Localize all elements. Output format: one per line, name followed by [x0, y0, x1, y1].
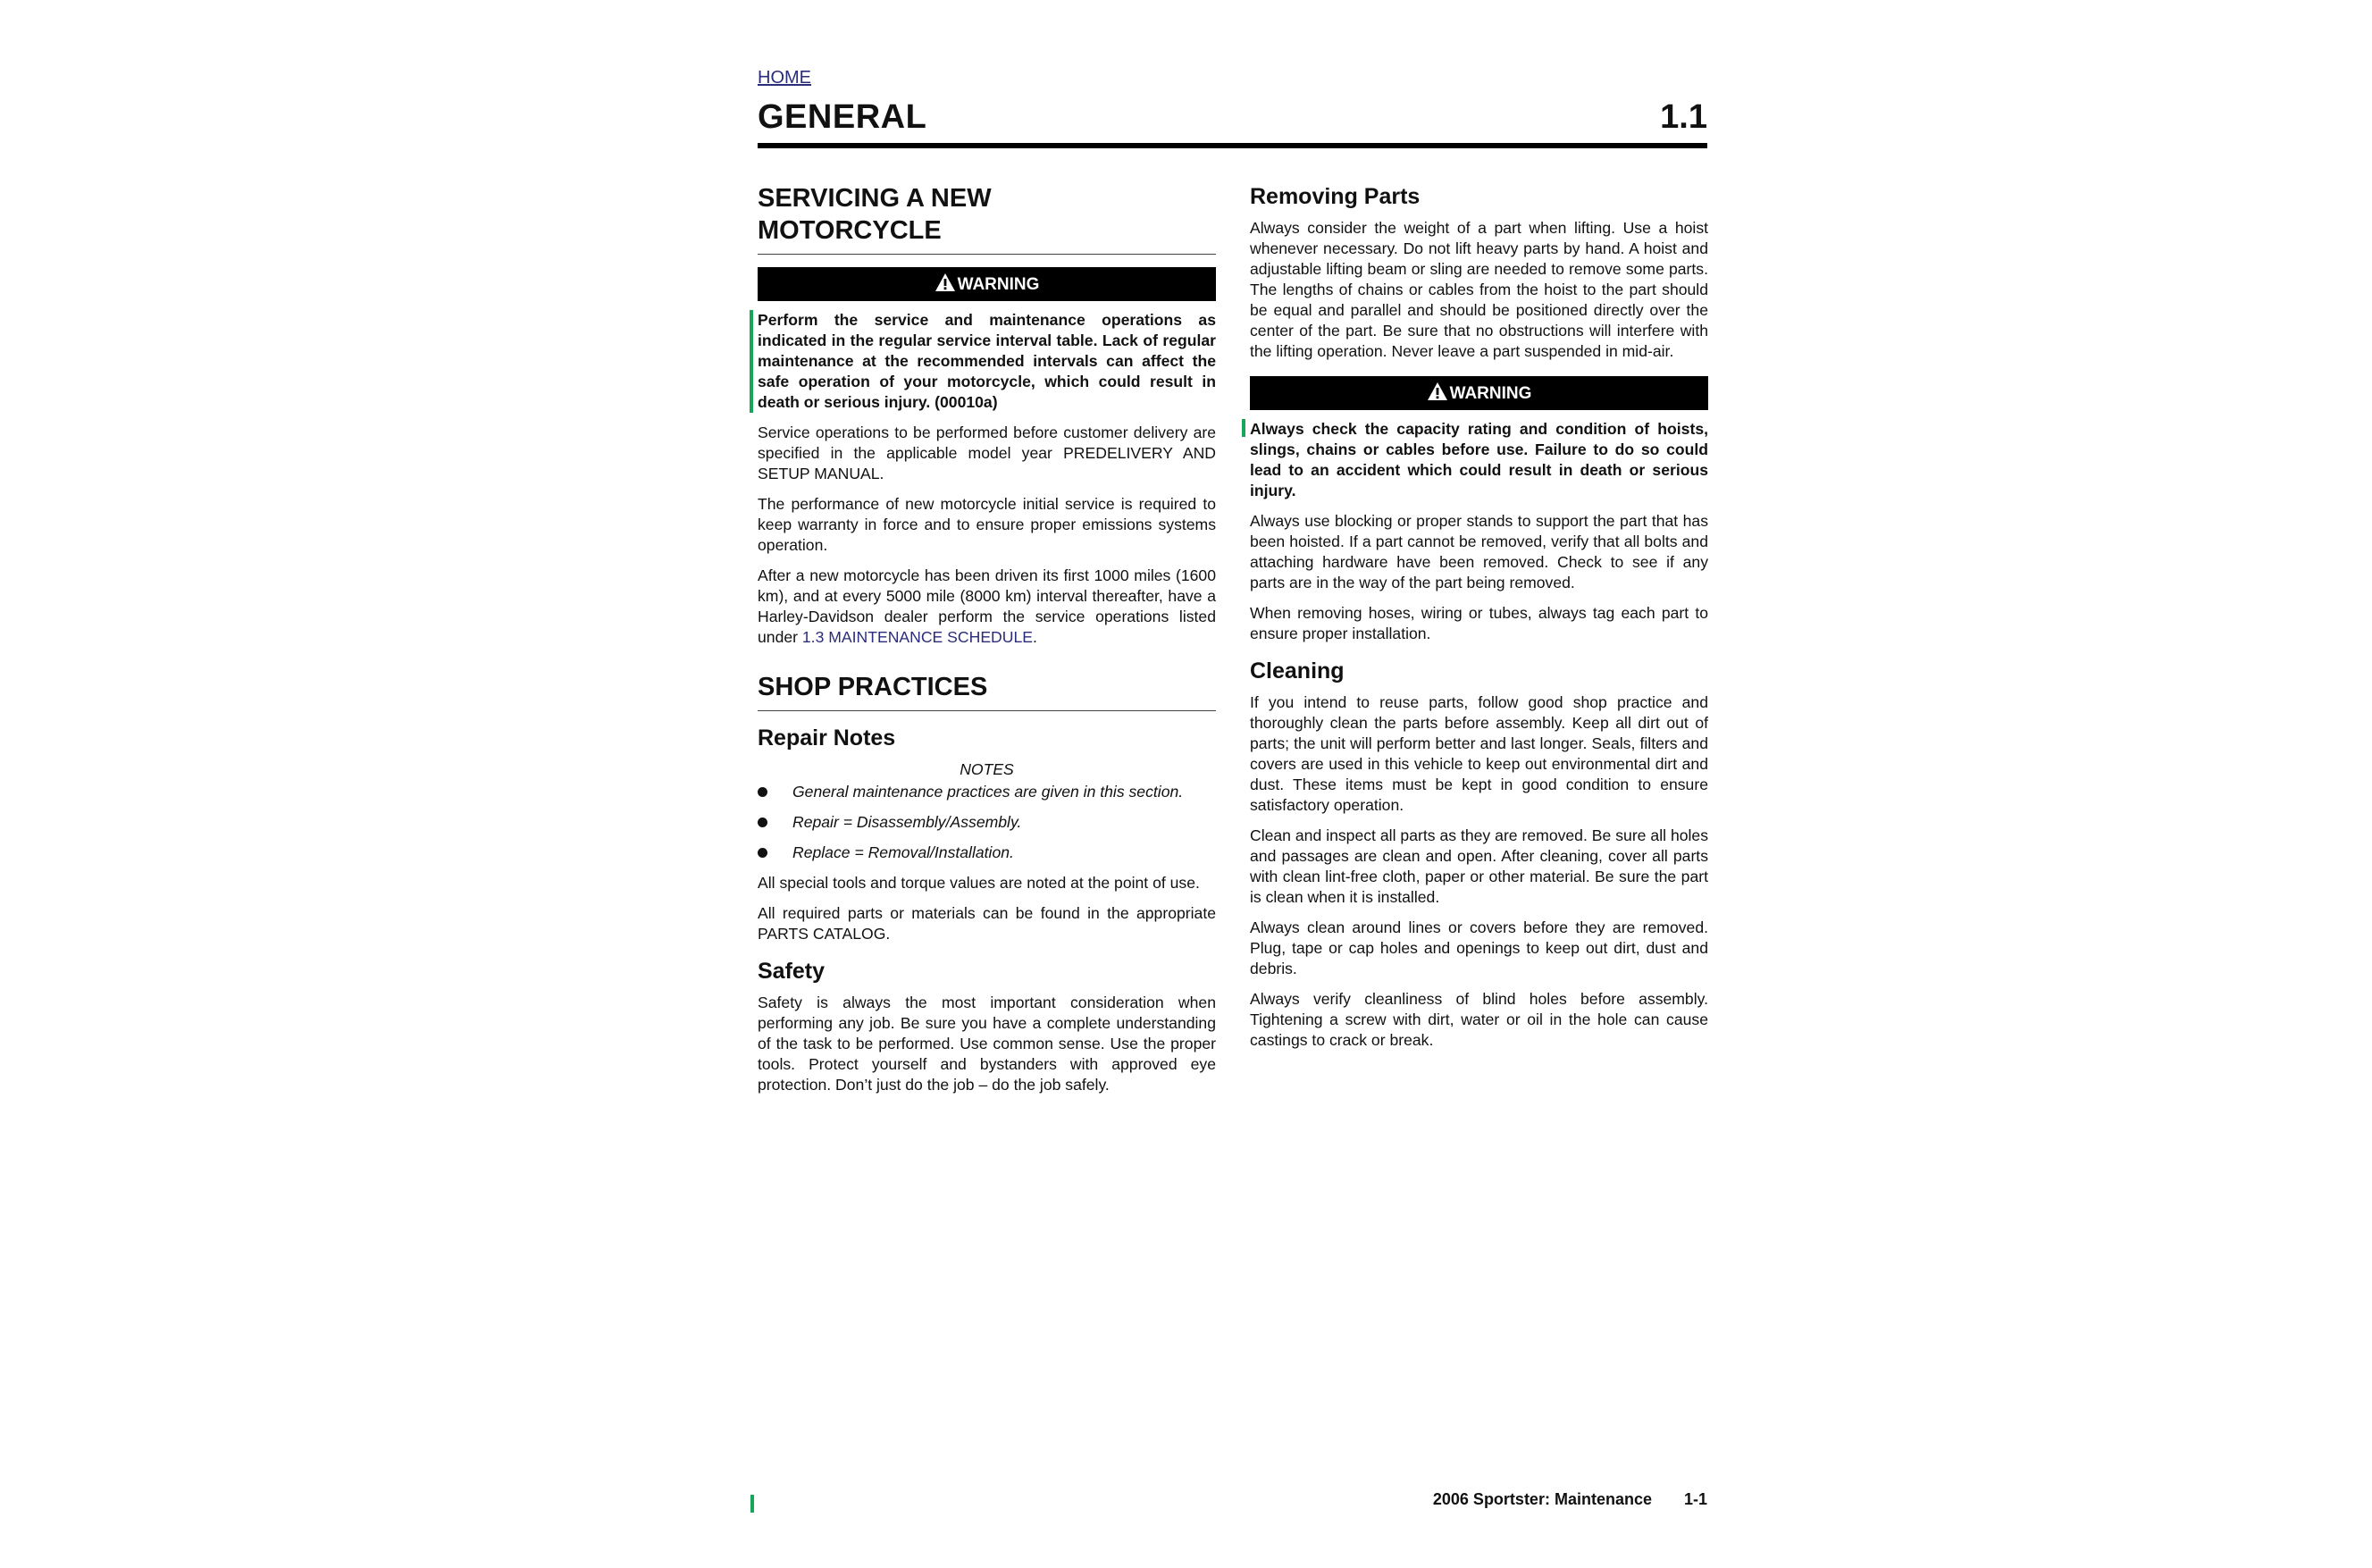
warning-message: Always check the capacity rating and condition of hoists, slings, chains or cables before use. Failure to do so could lead to an accident which could result in death or serious injury.: [1250, 420, 1708, 499]
subheading-cleaning: Cleaning: [1250, 658, 1345, 683]
subheading-repair-notes: Repair Notes: [758, 725, 896, 750]
revision-bar: [1242, 419, 1245, 437]
bullet-icon: [758, 848, 767, 858]
note-text: Repair = Disassembly/Assembly.: [792, 813, 1022, 831]
paragraph: The performance of new motorcycle initial service is required to keep warranty in force and to ensure proper emissions systems operation.: [758, 495, 1216, 554]
page-footer: [1433, 1490, 1707, 1509]
section-heading-servicing: SERVICING A NEW MOTORCYCLE: [758, 184, 992, 245]
paragraph: Always use blocking or proper stands to support the part that has been hoisted. If a part cannot be removed, verify that all bolts and attaching hardware have been removed. Check to see if any parts are in the way of the part being removed.: [1250, 512, 1708, 591]
paragraph-text: .: [1033, 628, 1037, 646]
bullet-icon: [758, 818, 767, 827]
warning-triangle-icon: [1427, 382, 1448, 401]
paragraph: [758, 566, 1216, 648]
maintenance-schedule-link[interactable]: 1.3 MAINTENANCE SCHEDULE: [801, 628, 1033, 646]
warning-text: [758, 310, 1216, 413]
paragraph: Always clean around lines or covers before they are removed. Plug, tape or cap holes and openings to keep out dirt, dust and debris.: [1250, 918, 1708, 977]
left-column: [758, 182, 1216, 1105]
page-number: 1-1: [1683, 1490, 1707, 1508]
paragraph: All special tools and torque values are noted at the point of use.: [758, 874, 1200, 892]
bullet-icon: [758, 787, 767, 797]
paragraph-text: After a new motorcycle has been driven its first 1000 miles (1600 km), and at every 5000 mile (8000 km) interval thereafter, have a Harley-Davidson dealer perform the service operations listed under: [758, 566, 1216, 646]
home-link[interactable]: HOME: [758, 68, 811, 88]
list-item: [758, 782, 1216, 802]
page-header: [758, 93, 1707, 148]
paragraph: When removing hoses, wiring or tubes, always tag each part to ensure proper installation.: [1250, 604, 1708, 642]
paragraph: Always verify cleanliness of blind holes before assembly. Tightening a screw with dirt, water or oil in the hole can cause castings to crack or break.: [1250, 990, 1708, 1049]
warning-label: WARNING: [1449, 383, 1532, 403]
paragraph: If you intend to reuse parts, follow good shop practice and thoroughly clean the parts before assembly. Keep all dirt out of parts; the unit will perform better and last longer. Seals, filters and covers are used in this vehicle to keep out environmental dirt and dust. These items must be kept in good condition to ensure satisfactory operation.: [1250, 693, 1708, 814]
notes-title: NOTES: [960, 760, 1014, 778]
warning-message: Perform the service and maintenance operations as indicated in the regular service interval table. Lack of regular maintenance at the recommended intervals can affect the safe operation of your motorcycle, which could result in death or serious injury. (00010a): [758, 311, 1216, 411]
revision-bar: [750, 310, 753, 413]
right-column: [1250, 182, 1708, 1061]
list-item: [758, 812, 1216, 833]
note-text: General maintenance practices are given in this section.: [792, 783, 1184, 801]
warning-banner: [758, 267, 1216, 301]
paragraph: Safety is always the most important consideration when performing any job. Be sure you have a complete understanding of the task to be performed. Use common sense. Use the proper tools. Protect yourself and bystanders with approved eye protection. Don’t just do the job – do the job safely.: [758, 994, 1216, 1094]
paragraph: Always consider the weight of a part when lifting. Use a hoist whenever necessary. Do not lift heavy parts by hand. A hoist and adjustable lifting beam or sling are needed to remove some parts. The lengths of chains or cables from the hoist to the part should be equal and parallel and should be positioned directly over the center of the part. Be sure that no obstructions will interfere with the lifting operation. Never leave a part suspended in mid-air.: [1250, 219, 1708, 360]
revision-bar: [750, 1495, 754, 1513]
warning-label: WARNING: [957, 274, 1040, 294]
paragraph: Clean and inspect all parts as they are removed. Be sure all holes and passages are clean and open. After cleaning, cover all parts with clean lint-free cloth, paper or other material. Be sure the part is clean when it is installed.: [1250, 826, 1708, 906]
list-item: [758, 843, 1216, 863]
section-rule: [758, 254, 1216, 255]
manual-page: [758, 59, 1707, 1524]
paragraph: Service operations to be performed before customer delivery are specified in the applicable model year PREDELIVERY AND SETUP MANUAL.: [758, 423, 1216, 482]
warning-banner: [1250, 376, 1708, 410]
warning-text: [1250, 419, 1708, 501]
warning-triangle-icon: [935, 273, 956, 292]
section-heading-shop-practices: SHOP PRACTICES: [758, 671, 1216, 711]
page-title: GENERAL: [758, 98, 927, 136]
subheading-removing-parts: Removing Parts: [1250, 184, 1421, 209]
subheading-safety: Safety: [758, 959, 826, 984]
manual-name: 2006 Sportster: Maintenance: [1432, 1490, 1652, 1508]
notes-list: [758, 782, 1216, 863]
note-text: Replace = Removal/Installation.: [792, 843, 1014, 861]
paragraph: All required parts or materials can be found in the appropriate PARTS CATALOG.: [758, 904, 1216, 943]
section-number: 1.1: [1660, 98, 1707, 136]
